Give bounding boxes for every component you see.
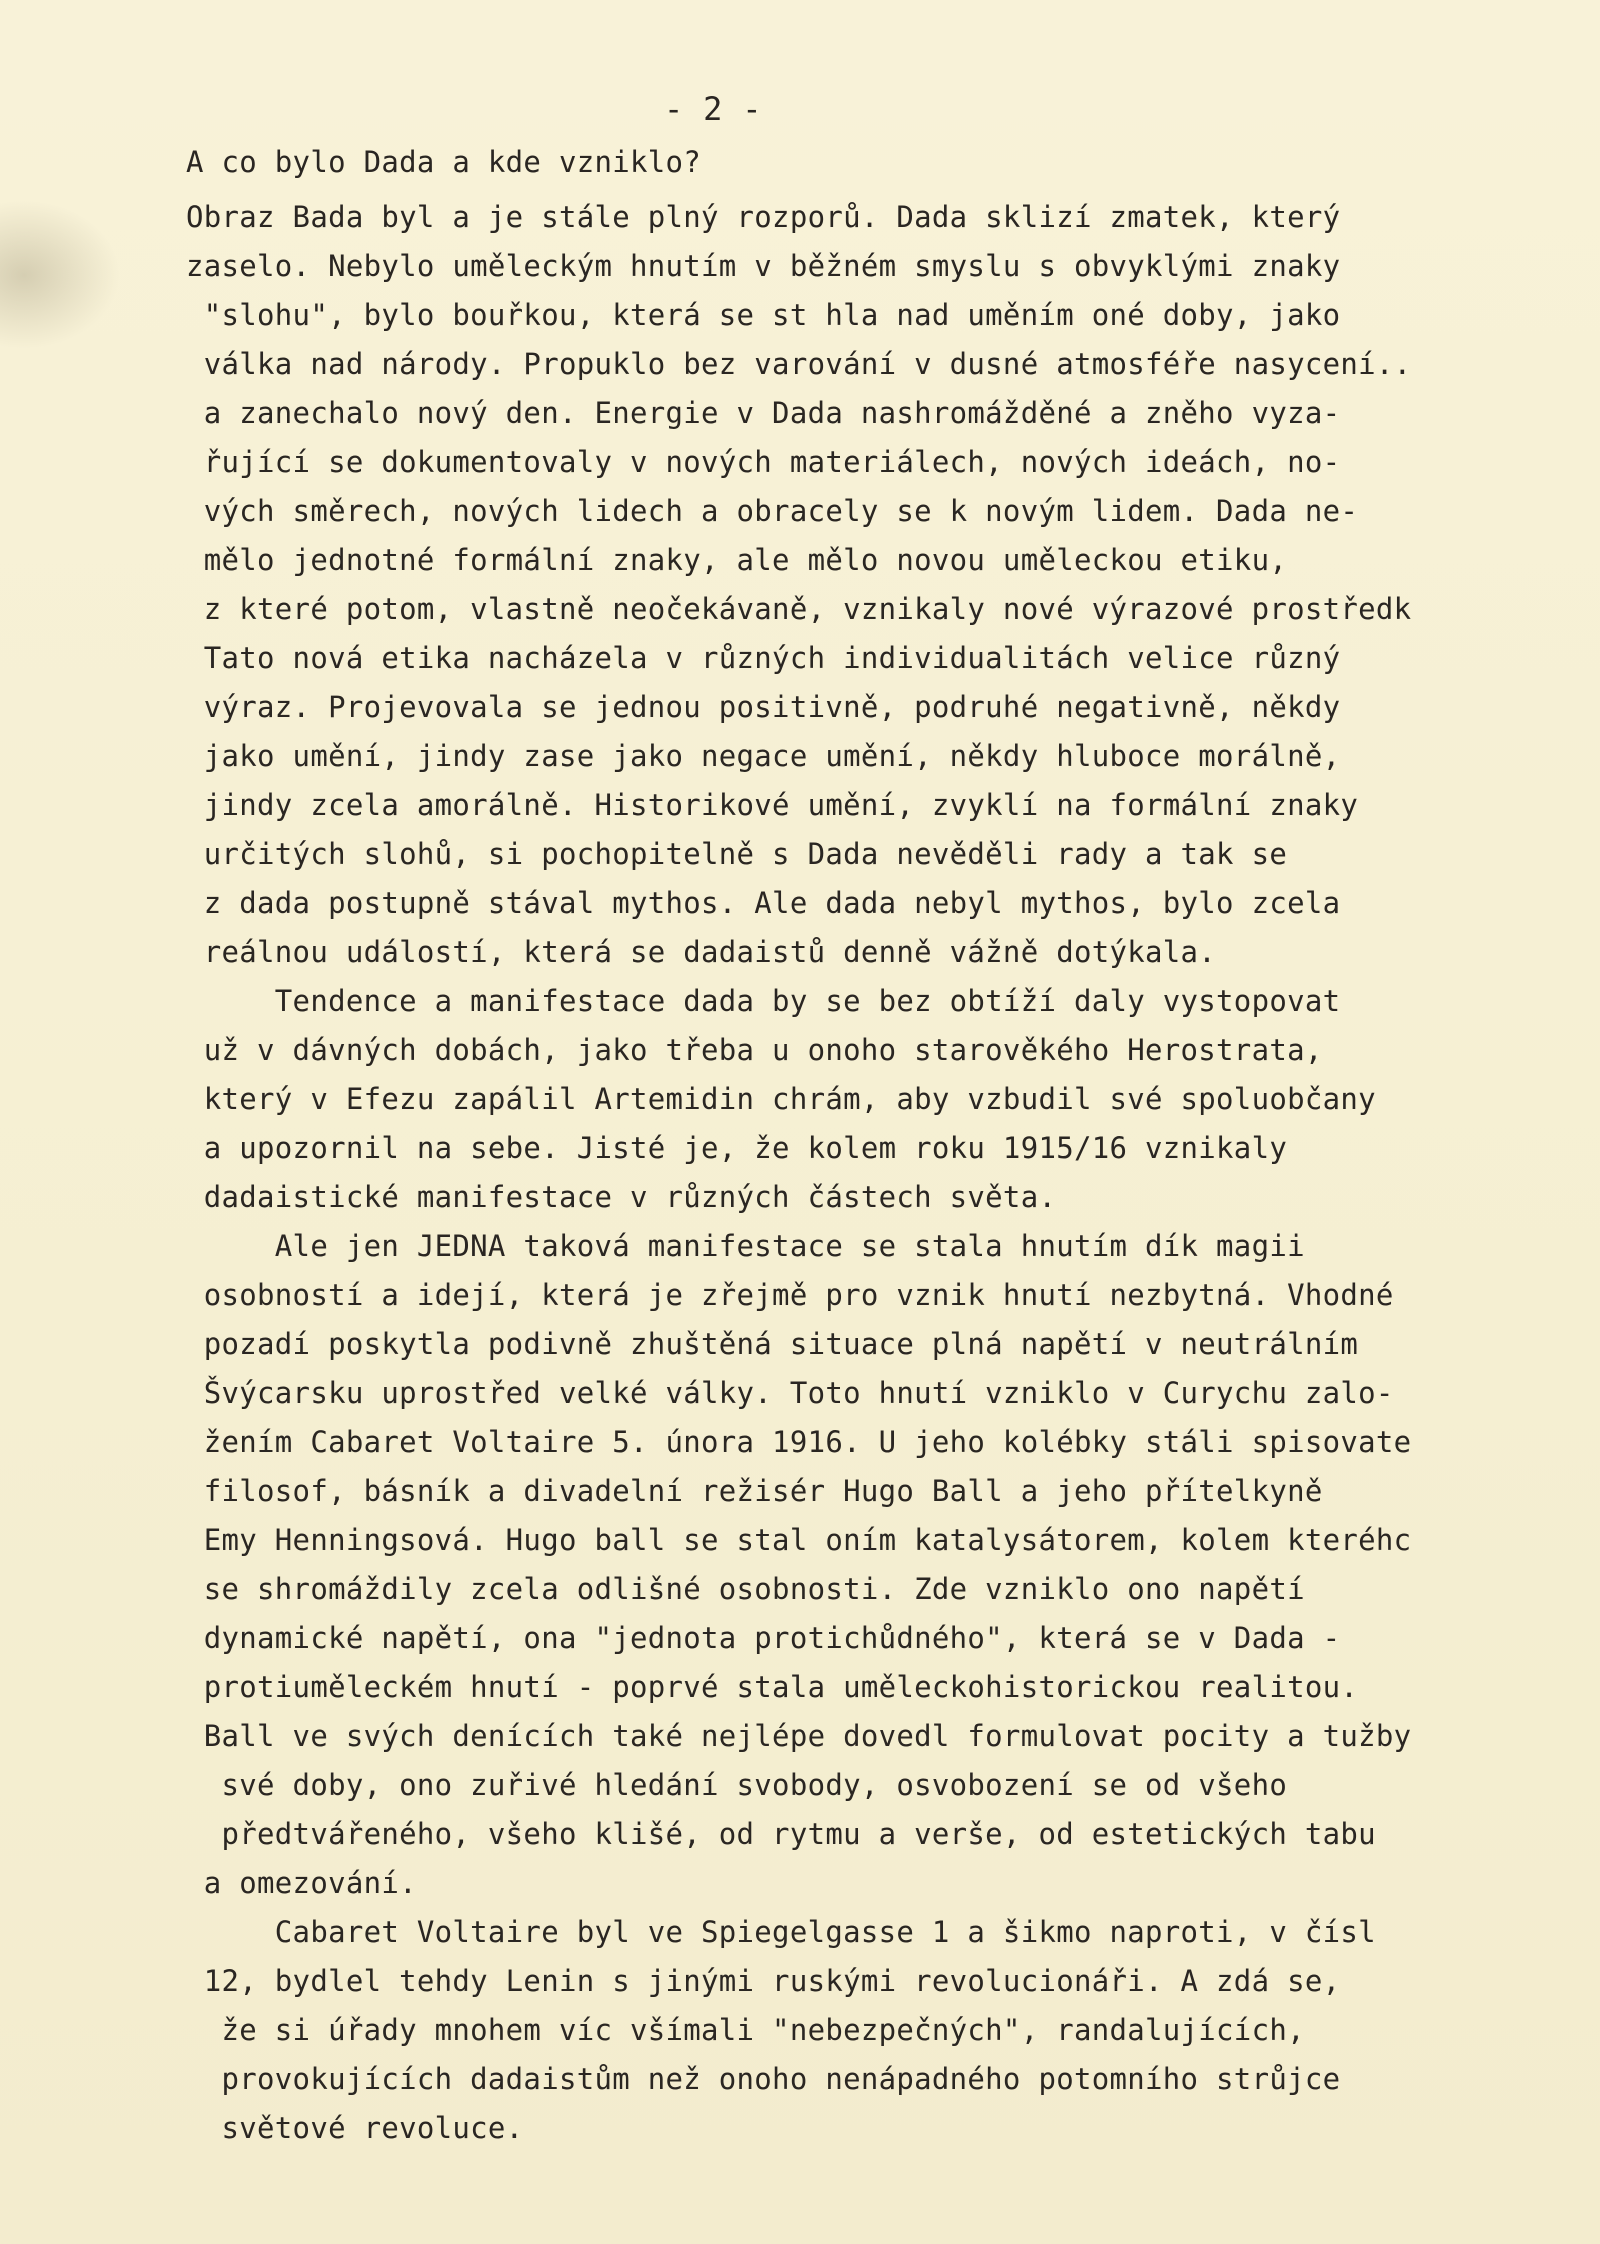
text-line: dadaistické manifestace v různých částech světa. xyxy=(186,1180,1057,1214)
text-line: z které potom, vlastně neočekávaně, vznikaly nové výrazové prostředk xyxy=(186,592,1412,626)
text-line: žením Cabaret Voltaire 5. února 1916. U jeho kolébky stáli spisovate xyxy=(186,1425,1412,1459)
text-line: už v dávných dobách, jako třeba u onoho starověkého Herostrata, xyxy=(186,1033,1323,1067)
text-line: reálnou událostí, která se dadaistů denně vážně dotýkala. xyxy=(186,935,1217,969)
text-line: Ale jen JEDNA taková manifestace se stala hnutím dík magii xyxy=(186,1229,1305,1263)
text-line: 12, bydlel tehdy Lenin s jinými ruskými revolucionáři. A zdá se, xyxy=(186,1964,1341,1998)
text-line: Emy Henningsová. Hugo ball se stal oním katalysátorem, kolem kteréhc xyxy=(186,1523,1412,1557)
text-line: se shromáždily zcela odlišné osobnosti. Zde vzniklo ono napětí xyxy=(186,1572,1305,1606)
text-line: své doby, ono zuřivé hledání svobody, osvobození se od všeho xyxy=(186,1768,1288,1802)
text-line: určitých slohů, si pochopitelně s Dada nevěděli rady a tak se xyxy=(186,837,1288,871)
text-line: výraz. Projevovala se jednou positivně, podruhé negativně, někdy xyxy=(186,690,1341,724)
text-line: že si úřady mnohem víc všímali "nebezpečných", randalujících, xyxy=(186,2013,1305,2047)
section-heading: A co bylo Dada a kde vzniklo? xyxy=(186,145,702,179)
text-line: z dada postupně stával mythos. Ale dada nebyl mythos, bylo zcela xyxy=(186,886,1341,920)
text-line: a omezování. xyxy=(186,1866,417,1900)
text-line: vých směrech, nových lidech a obracely se k novým lidem. Dada ne- xyxy=(186,494,1359,528)
text-line: který v Efezu zapálil Artemidin chrám, aby vzbudil své spoluobčany xyxy=(186,1082,1376,1116)
text-line: a upozornil na sebe. Jisté je, že kolem roku 1915/16 vznikaly xyxy=(186,1131,1288,1165)
text-line: Obraz Bada byl a je stále plný rozporů. Dada sklizí zmatek, který xyxy=(186,200,1341,234)
text-line: mělo jednotné formální znaky, ale mělo novou uměleckou etiku, xyxy=(186,543,1288,577)
text-line: Cabaret Voltaire byl ve Spiegelgasse 1 a šikmo naproti, v čísl xyxy=(186,1915,1376,1949)
text-line: předtvářeného, všeho klišé, od rytmu a verše, od estetických tabu xyxy=(186,1817,1376,1851)
text-line: osobností a idejí, která je zřejmě pro vznik hnutí nezbytná. Vhodné xyxy=(186,1278,1394,1312)
text-line: provokujících dadaistům než onoho nenápadného potomního strůjce xyxy=(186,2062,1341,2096)
text-line: Tato nová etika nacházela v různých individualitách velice různý xyxy=(186,641,1341,675)
text-line: a zanechalo nový den. Energie v Dada nashromážděné a zněho vyza- xyxy=(186,396,1341,430)
text-line: zaselo. Nebylo uměleckým hnutím v běžném smyslu s obvyklými znaky xyxy=(186,249,1341,283)
text-line: Švýcarsku uprostřed velké války. Toto hnutí vzniklo v Curychu zalo- xyxy=(186,1376,1394,1410)
text-line: Tendence a manifestace dada by se bez obtíží daly vystopovat xyxy=(186,984,1341,1018)
paper-smudge xyxy=(0,200,120,350)
text-line: "slohu", bylo bouřkou, která se st hla nad uměním oné doby, jako xyxy=(186,298,1341,332)
text-line: dynamické napětí, ona "jednota protichůdného", která se v Dada - xyxy=(186,1621,1341,1655)
page-number: - 2 - xyxy=(664,90,762,128)
text-line: protiuměleckém hnutí - poprvé stala uměleckohistorickou realitou. xyxy=(186,1670,1359,1704)
text-line: světové revoluce. xyxy=(186,2111,524,2145)
text-line: Ball ve svých denících také nejlépe dovedl formulovat pocity a tužby xyxy=(186,1719,1412,1753)
text-line: řující se dokumentovaly v nových materiálech, nových ideách, no- xyxy=(186,445,1341,479)
text-line: jako umění, jindy zase jako negace umění, někdy hluboce morálně, xyxy=(186,739,1341,773)
text-line: pozadí poskytla podivně zhuštěná situace plná napětí v neutrálním xyxy=(186,1327,1359,1361)
body-text xyxy=(186,193,1586,2153)
text-line: filosof, básník a divadelní režisér Hugo Ball a jeho přítelkyně xyxy=(186,1474,1323,1508)
text-line: jindy zcela amorálně. Historikové umění, zvyklí na formální znaky xyxy=(186,788,1359,822)
text-line: válka nad národy. Propuklo bez varování v dusné atmosféře nasycení.. xyxy=(186,347,1412,381)
